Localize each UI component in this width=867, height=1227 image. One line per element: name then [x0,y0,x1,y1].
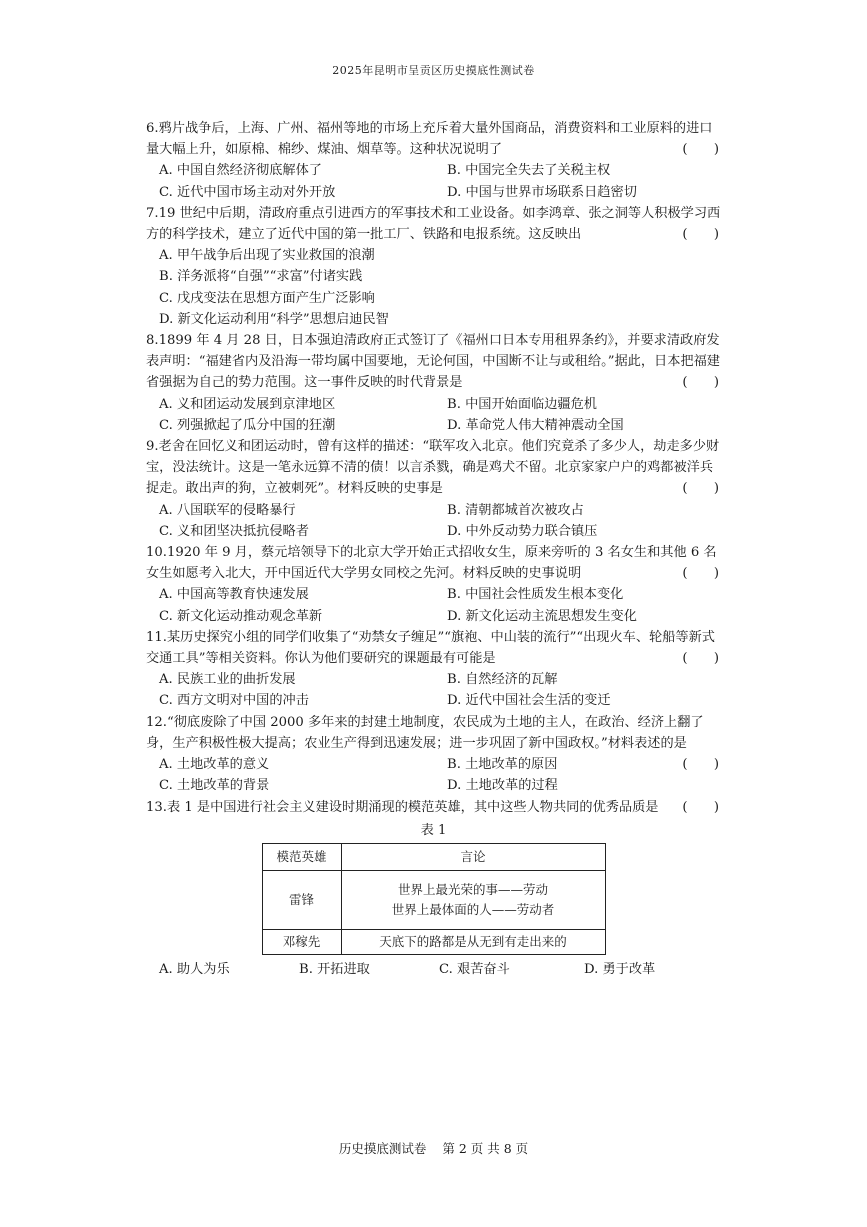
options [146,669,721,711]
options [146,584,721,626]
question-6 [146,118,721,203]
hero-quote [341,870,605,929]
answer-bracket: ( ) [682,799,719,815]
option-c: C. 西方文明对中国的冲击 [159,693,309,709]
option-b: B. 土地改革的原因 [447,757,558,773]
option-b: B. 清朝都城首次被攻占 [447,502,584,518]
option-a: A. 中国高等教育快速发展 [159,587,309,603]
option-c: C. 义和团坚决抵抗侵略者 [159,523,309,539]
option-b: B. 自然经济的瓦解 [447,672,558,688]
option-d: D. 勇于改革 [584,961,656,977]
option-c: C. 土地改革的背景 [159,778,270,794]
option-d: D. 新文化运动主流思想发生变化 [447,608,637,624]
option-a: A. 助人为乐 [159,961,230,977]
option-d: D. 土地改革的过程 [447,778,558,794]
option-d: D. 新文化运动利用“科学”思想启迪民智 [159,311,389,327]
option-a: A. 义和团运动发展到京津地区 [159,396,336,412]
option-b: B. 开拓进取 [299,961,370,977]
option-b: B. 洋务派将“自强”“求富”付诸实践 [159,269,363,285]
quote-line: 世界上最光荣的事——劳动 [397,881,548,897]
question-10 [146,542,721,627]
options [146,245,721,330]
option-c: C. 戊戌变法在思想方面产生广泛影响 [159,290,375,306]
option-a: A. 八国联军的侵略暴行 [159,502,296,518]
option-a: A. 甲午战争后出现了实业救国的浪潮 [159,248,375,264]
hero-name: 邓稼先 [262,929,341,954]
options [146,394,721,436]
question-stem: 6.鸦片战争后，上海、广州、福州等地的市场上充斥着大量外国商品，消费资料和工业原料的进口量大幅上升，如原棉、棉纱、煤油、烟草等。这种状况说明了 [146,121,713,158]
table-header-row [262,843,605,870]
options [146,754,682,796]
question-stem: 11.某历史探究小组的同学们收集了“劝禁女子缠足”“旗袍、中山装的流行”“出现火车、轮船等新式交通工具”等相关资料。你认为他们要研究的课题最有可能是 [146,629,715,667]
option-d: D. 中国与世界市场联系日趋密切 [447,184,637,200]
question-11 [146,627,721,712]
quote-line: 天底下的路都是从无到有走出来的 [379,933,567,949]
question-stem: 10.1920 年 9 月，蔡元培领导下的北京大学开始正式招收女生，原来旁听的 3 名女生和其他 6 名女生如愿考入北大，开中国近代大学男女同校之先河。材料反映的史事说明 [146,545,717,582]
question-13 [146,797,721,981]
question-stem: 8.1899 年 4 月 28 日，日本强迫清政府正式签订了《福州口日本专用租界条约》，并要求清政府发表声明：“福建省内及沿海一带均属中国要地，无论何国，中国断不让与或租给。”据此，日本把福建省强据为自己的势力范围。这一事件反映的时代背景是 [146,333,720,391]
answer-bracket: ( ) [682,757,719,773]
option-d: D. 革命党人伟大精神震动全国 [447,417,624,433]
question-stem: 9.老舍在回忆义和团运动时，曾有这样的描述：“联军攻入北京。他们究竟杀了多少人，劫走多少财宝，没法统计。这是一笔永远算不清的债！以言杀戮，确是鸡犬不留。北京家家户户的鸡都被洋兵捉走。敢出声的狗，立被刺死”。材料反映的史事是 [146,439,720,497]
question-9 [146,436,721,542]
option-c: C. 新文化运动推动观念革新 [159,608,323,624]
table-header-cell: 模范英雄 [262,843,341,870]
quote-line: 世界上最体面的人——劳动者 [391,901,555,917]
table-row [262,870,605,929]
answer-bracket: ( ) [682,566,719,582]
question-list [146,118,721,980]
question-stem: 12.“彻底废除了中国 2000 多年来的封建土地制度，农民成为土地的主人，在政治、经济上翻了身，生产积极性极大提高；农业生产得到迅速发展；进一步巩固了新中国政权。”材料表述的是 [146,714,704,751]
question-stem: 13.表 1 是中国进行社会主义建设时期涌现的模范英雄，其中这些人物共同的优秀品质是 [146,799,659,815]
table-header-cell: 言论 [341,843,605,870]
table-title: 表 1 [420,822,447,838]
answer-bracket: ( ) [682,651,719,667]
question-12 [146,712,721,797]
options [146,959,721,980]
question-8 [146,330,721,436]
answer-bracket: ( ) [682,142,719,158]
hero-table [262,843,606,955]
page-header: 2025年昆明市呈贡区历史摸底性测试卷 [332,64,535,77]
option-c: C. 近代中国市场主动对外开放 [159,184,336,200]
option-d: D. 中外反动势力联合镇压 [447,523,598,539]
answer-bracket: ( ) [682,227,719,243]
option-a: A. 民族工业的曲折发展 [159,672,296,688]
option-b: B. 中国社会性质发生根本变化 [447,587,624,603]
page-footer [0,1139,867,1157]
option-c: C. 艰苦奋斗 [439,961,510,977]
question-7 [146,203,721,330]
question-stem: 7.19 世纪中后期，清政府重点引进西方的军事技术和工业设备。如李鸿章、张之洞等人积极学习西方的科学技术，建立了近代中国的第一批工厂、铁路和电报系统。这反映出 [146,205,721,243]
option-a: A. 土地改革的意义 [159,757,270,773]
footer-page-number: 第 2 页 共 8 页 [442,1141,529,1156]
option-c: C. 列强掀起了瓜分中国的狂潮 [159,417,336,433]
option-d: D. 近代中国社会生活的变迁 [447,693,611,709]
answer-bracket: ( ) [682,481,719,497]
options [146,500,721,542]
answer-bracket: ( ) [682,375,719,391]
option-b: B. 中国开始面临边疆危机 [447,396,597,412]
option-a: A. 中国自然经济彻底解体了 [159,163,322,179]
hero-name: 雷锋 [262,870,341,929]
table-row [262,929,605,954]
options [146,160,721,202]
option-b: B. 中国完全失去了关税主权 [447,163,611,179]
footer-exam-name: 历史摸底测试卷 [338,1141,427,1156]
hero-quote [341,929,605,954]
